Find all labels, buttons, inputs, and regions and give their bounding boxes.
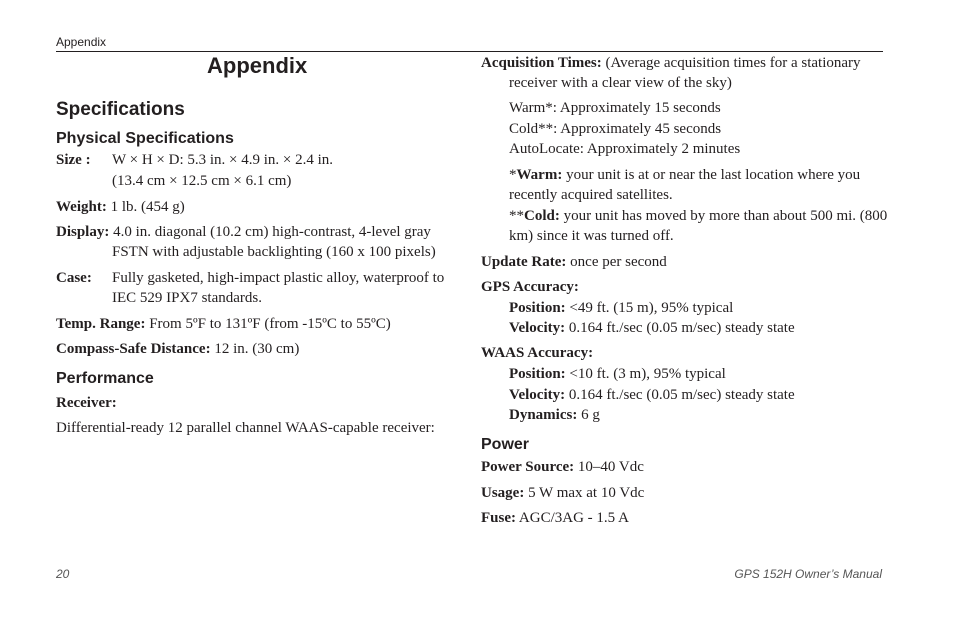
dynamics-label: Dynamics: — [509, 407, 578, 423]
case-line-2: IEC 529 IPX7 standards. — [112, 290, 262, 306]
acquisition-line-2: receiver with a clear view of the sky) — [509, 75, 732, 91]
gps-position-label: Position: — [509, 300, 566, 316]
power-heading: Power — [481, 436, 530, 453]
temp-row — [56, 314, 391, 334]
receiver-label: Receiver: — [56, 395, 117, 411]
size-label: Size : — [56, 152, 91, 168]
usage-label: Usage: — [481, 485, 525, 501]
running-header: Appendix — [56, 35, 107, 49]
gps-position-row — [509, 298, 733, 318]
header-rule — [56, 51, 883, 52]
acquisition-value: (Average acquisition times for a stationary — [601, 55, 861, 71]
gps-position-value: <49 ft. (15 m), 95% typical — [565, 300, 734, 316]
waas-position-label: Position: — [509, 366, 566, 382]
warm-note-prefix: * — [509, 167, 517, 183]
fuse-value: AGC/3AG - 1.5 A — [516, 510, 629, 526]
acquisition-row — [481, 53, 861, 73]
size-line-1: W × H × D: 5.3 in. × 4.9 in. × 2.4 in. — [112, 152, 334, 168]
warm-note-line-2: recently acquired satellites. — [509, 187, 673, 203]
power-source-value: 10–40 Vdc — [574, 459, 644, 475]
specifications-heading: Specifications — [56, 99, 185, 120]
cold-note-prefix: ** — [509, 208, 524, 224]
compass-label: Compass-Safe Distance: — [56, 341, 211, 357]
cold-time: Cold**: Approximately 45 seconds — [509, 121, 722, 137]
update-rate-label: Update Rate: — [481, 254, 567, 270]
compass-row — [56, 339, 299, 359]
weight-label: Weight: — [56, 199, 107, 215]
waas-velocity-label: Velocity: — [509, 387, 566, 403]
dynamics-value: 6 g — [577, 407, 600, 423]
update-rate-value: once per second — [566, 254, 667, 270]
fuse-row — [481, 508, 629, 528]
gps-velocity-row — [509, 318, 795, 338]
waas-accuracy-label: WAAS Accuracy: — [481, 345, 594, 361]
warm-note-text: your unit is at or near the last location where you — [562, 167, 861, 183]
page-title: Appendix — [207, 53, 308, 78]
weight-value: 1 lb. (454 g) — [106, 199, 185, 215]
power-source-row — [481, 457, 644, 477]
cold-note-label: Cold: — [524, 208, 560, 224]
waas-position-value: <10 ft. (3 m), 95% typical — [565, 366, 726, 382]
case-line-1: Fully gasketed, high-impact plastic alloy, waterproof to — [112, 270, 445, 286]
weight-row — [56, 197, 185, 217]
temp-value: From 5ºF to 131ºF (from -15ºC to 55ºC) — [145, 316, 391, 332]
manual-title: GPS 152H Owner’s Manual — [734, 567, 882, 581]
acquisition-label: Acquisition Times: — [481, 55, 602, 71]
cold-note-text: your unit has moved by more than about 500 mi. (800 — [559, 208, 888, 224]
waas-velocity-value: 0.164 ft./sec (0.05 m/sec) steady state — [565, 387, 795, 403]
fuse-label: Fuse: — [481, 510, 516, 526]
dynamics-row — [509, 405, 600, 425]
case-label: Case: — [56, 270, 92, 286]
autolocate-time: AutoLocate: Approximately 2 minutes — [509, 141, 741, 157]
warm-note-label: Warm: — [516, 167, 563, 183]
gps-accuracy-label: GPS Accuracy: — [481, 279, 579, 295]
display-row — [56, 222, 431, 242]
cold-note-line-2: km) since it was turned off. — [509, 228, 674, 244]
update-rate-row — [481, 252, 667, 272]
physical-specs-heading: Physical Specifications — [56, 130, 234, 147]
temp-label: Temp. Range: — [56, 316, 146, 332]
waas-velocity-row — [509, 385, 795, 405]
performance-heading: Performance — [56, 370, 154, 387]
display-line-2: FSTN with adjustable backlighting (160 x 100 pixels) — [112, 244, 436, 260]
size-line-2: (13.4 cm × 12.5 cm × 6.1 cm) — [112, 173, 292, 189]
power-source-label: Power Source: — [481, 459, 575, 475]
gps-velocity-value: 0.164 ft./sec (0.05 m/sec) steady state — [565, 320, 795, 336]
warm-time: Warm*: Approximately 15 seconds — [509, 100, 721, 116]
waas-position-row — [509, 364, 726, 384]
gps-velocity-label: Velocity: — [509, 320, 566, 336]
cold-note — [509, 206, 887, 226]
receiver-value: Differential-ready 12 parallel channel WAAS-capable receiver: — [56, 420, 435, 436]
display-label: Display: — [56, 224, 110, 240]
page-number: 20 — [56, 567, 70, 581]
compass-value: 12 in. (30 cm) — [210, 341, 300, 357]
usage-row — [481, 483, 644, 503]
warm-note — [509, 165, 860, 185]
display-value: 4.0 in. diagonal (10.2 cm) high-contrast, 4-level gray — [109, 224, 431, 240]
usage-value: 5 W max at 10 Vdc — [524, 485, 645, 501]
